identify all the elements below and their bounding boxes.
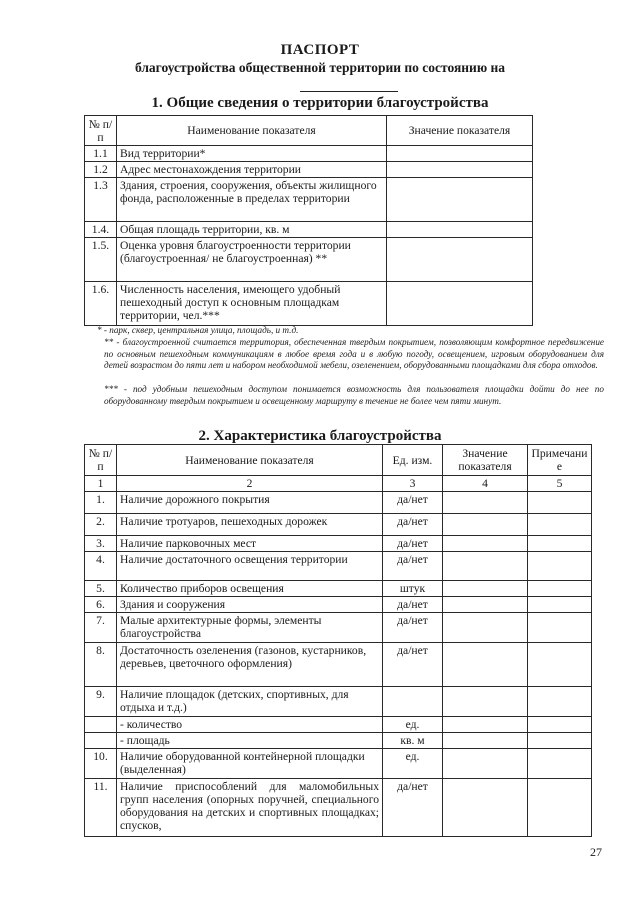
row-value[interactable]	[387, 162, 533, 178]
row-name: Вид территории*	[117, 146, 387, 162]
row-num: 10.	[85, 749, 117, 779]
col-header-unit: Ед. изм.	[383, 445, 443, 476]
row-note-cell[interactable]	[528, 779, 592, 837]
col-number: 1	[85, 476, 117, 492]
row-value-cell[interactable]	[443, 643, 528, 687]
row-num	[85, 733, 117, 749]
row-name: Наличие дорожного покрытия	[117, 492, 383, 514]
row-note-cell[interactable]	[528, 536, 592, 552]
row-note-cell[interactable]	[528, 717, 592, 733]
page-number: 27	[590, 845, 602, 859]
row-value[interactable]	[387, 238, 533, 282]
row-unit: да/нет	[383, 492, 443, 514]
row-name: Наличие приспособлений для маломобильных групп населения (опорных поручней, специального оборудования на детских и спортивных площадках; спусков,	[117, 779, 383, 837]
row-name: Наличие площадок (детских, спортивных, для отдыха и т.д.)	[117, 687, 383, 717]
row-value-cell[interactable]	[443, 687, 528, 717]
row-unit: да/нет	[383, 613, 443, 643]
row-name: Здания, строения, сооружения, объекты жилищного фонда, расположенные в пределах территории	[117, 178, 387, 222]
row-value[interactable]	[387, 282, 533, 326]
row-num: 11.	[85, 779, 117, 837]
row-num: 2.	[85, 514, 117, 536]
row-name: Достаточность озеленения (газонов, кустарников, деревьев, цветочного оформления)	[117, 643, 383, 687]
row-name: - количество	[117, 717, 383, 733]
col-header-name: Наименование показателя	[117, 445, 383, 476]
row-num: 9.	[85, 687, 117, 717]
improvement-table	[84, 444, 592, 837]
row-name: Наличие тротуаров, пешеходных дорожек	[117, 514, 383, 536]
row-note-cell[interactable]	[528, 581, 592, 597]
row-note-cell[interactable]	[528, 733, 592, 749]
col-number: 2	[117, 476, 383, 492]
row-num	[85, 717, 117, 733]
row-name: Малые архитектурные формы, элементы благоустройства	[117, 613, 383, 643]
general-info-table	[84, 115, 533, 326]
row-name: Общая площадь территории, кв. м	[117, 222, 387, 238]
section1-title: 1. Общие сведения о территории благоустройства	[151, 95, 489, 111]
row-name: Наличие парковочных мест	[117, 536, 383, 552]
section2-title: 2. Характеристика благоустройства	[198, 428, 442, 444]
row-name: Адрес местонахождения территории	[117, 162, 387, 178]
row-note-cell[interactable]	[528, 514, 592, 536]
col-header-name: Наименование показателя	[117, 116, 387, 146]
row-value-cell[interactable]	[443, 492, 528, 514]
row-unit: да/нет	[383, 552, 443, 581]
row-num: 3.	[85, 536, 117, 552]
row-num: 5.	[85, 581, 117, 597]
row-value-cell[interactable]	[443, 613, 528, 643]
row-name: Численность населения, имеющего удобный пешеходный доступ к основным площадкам территории, чел.***	[117, 282, 387, 326]
row-unit: ед.	[383, 717, 443, 733]
row-num: 1.5.	[85, 238, 117, 282]
row-value-cell[interactable]	[443, 779, 528, 837]
row-note-cell[interactable]	[528, 749, 592, 779]
row-value-cell[interactable]	[443, 581, 528, 597]
col-header-num: № п/п	[85, 445, 117, 476]
row-name: Здания и сооружения	[117, 597, 383, 613]
footnote-1: * - парк, сквер, центральная улица, площадь, и т.д.	[97, 325, 299, 335]
row-name: Наличие оборудованной контейнерной площадки (выделенная)	[117, 749, 383, 779]
row-unit	[383, 687, 443, 717]
row-note-cell[interactable]	[528, 492, 592, 514]
row-value[interactable]	[387, 222, 533, 238]
row-note-cell[interactable]	[528, 613, 592, 643]
page-subtitle: благоустройства общественной территории по состоянию на	[134, 60, 506, 75]
col-header-note: Примечание	[528, 445, 592, 476]
row-value-cell[interactable]	[443, 717, 528, 733]
row-note-cell[interactable]	[528, 687, 592, 717]
col-header-num: № п/п	[85, 116, 117, 146]
row-value-cell[interactable]	[443, 552, 528, 581]
page-title: ПАСПОРТ	[280, 42, 360, 58]
col-number: 3	[383, 476, 443, 492]
row-name: - площадь	[117, 733, 383, 749]
col-header-value: Значение показателя	[443, 445, 528, 476]
row-unit: да/нет	[383, 779, 443, 837]
row-num: 1.6.	[85, 282, 117, 326]
row-unit: ед.	[383, 749, 443, 779]
row-unit: да/нет	[383, 514, 443, 536]
row-num: 1.2	[85, 162, 117, 178]
col-header-value: Значение показателя	[387, 116, 533, 146]
row-num: 1.3	[85, 178, 117, 222]
row-value-cell[interactable]	[443, 749, 528, 779]
row-note-cell[interactable]	[528, 552, 592, 581]
footnote-3: *** - под удобным пешеходным доступом понимается возможность для пользователя площадки дойти до нее по оборудованному твердым покрытием и освещенному маршруту в течение не более чем пяти минут.	[104, 384, 604, 406]
row-value-cell[interactable]	[443, 514, 528, 536]
row-note-cell[interactable]	[528, 597, 592, 613]
row-name: Количество приборов освещения	[117, 581, 383, 597]
row-unit: кв. м	[383, 733, 443, 749]
row-num: 6.	[85, 597, 117, 613]
row-value[interactable]	[387, 146, 533, 162]
row-unit: да/нет	[383, 597, 443, 613]
row-num: 7.	[85, 613, 117, 643]
row-num: 1.4.	[85, 222, 117, 238]
row-unit: штук	[383, 581, 443, 597]
row-num: 8.	[85, 643, 117, 687]
col-number: 4	[443, 476, 528, 492]
date-blank-line	[300, 91, 398, 92]
row-num: 1.	[85, 492, 117, 514]
row-unit: да/нет	[383, 536, 443, 552]
row-name: Наличие достаточного освещения территории	[117, 552, 383, 581]
row-note-cell[interactable]	[528, 643, 592, 687]
row-value[interactable]	[387, 178, 533, 222]
row-num: 1.1	[85, 146, 117, 162]
row-unit: да/нет	[383, 643, 443, 687]
col-number: 5	[528, 476, 592, 492]
row-value-cell[interactable]	[443, 597, 528, 613]
row-value-cell[interactable]	[443, 536, 528, 552]
row-value-cell[interactable]	[443, 733, 528, 749]
footnote-2: ** - благоустроенной считается территория, обеспеченная твердым покрытием, позволяющим комфортное передвижение по основным пешеходным коммуникациям в любое время года и в любую погоду, освещением, игровым оборудованием для детей возрастом до пяти лет и набором необходимой мебели, озеленением, оборудованными площадками для сбора отходов.	[104, 337, 604, 370]
row-num: 4.	[85, 552, 117, 581]
row-name: Оценка уровня благоустроенности территории (благоустроенная/ не благоустроенная) **	[117, 238, 387, 282]
